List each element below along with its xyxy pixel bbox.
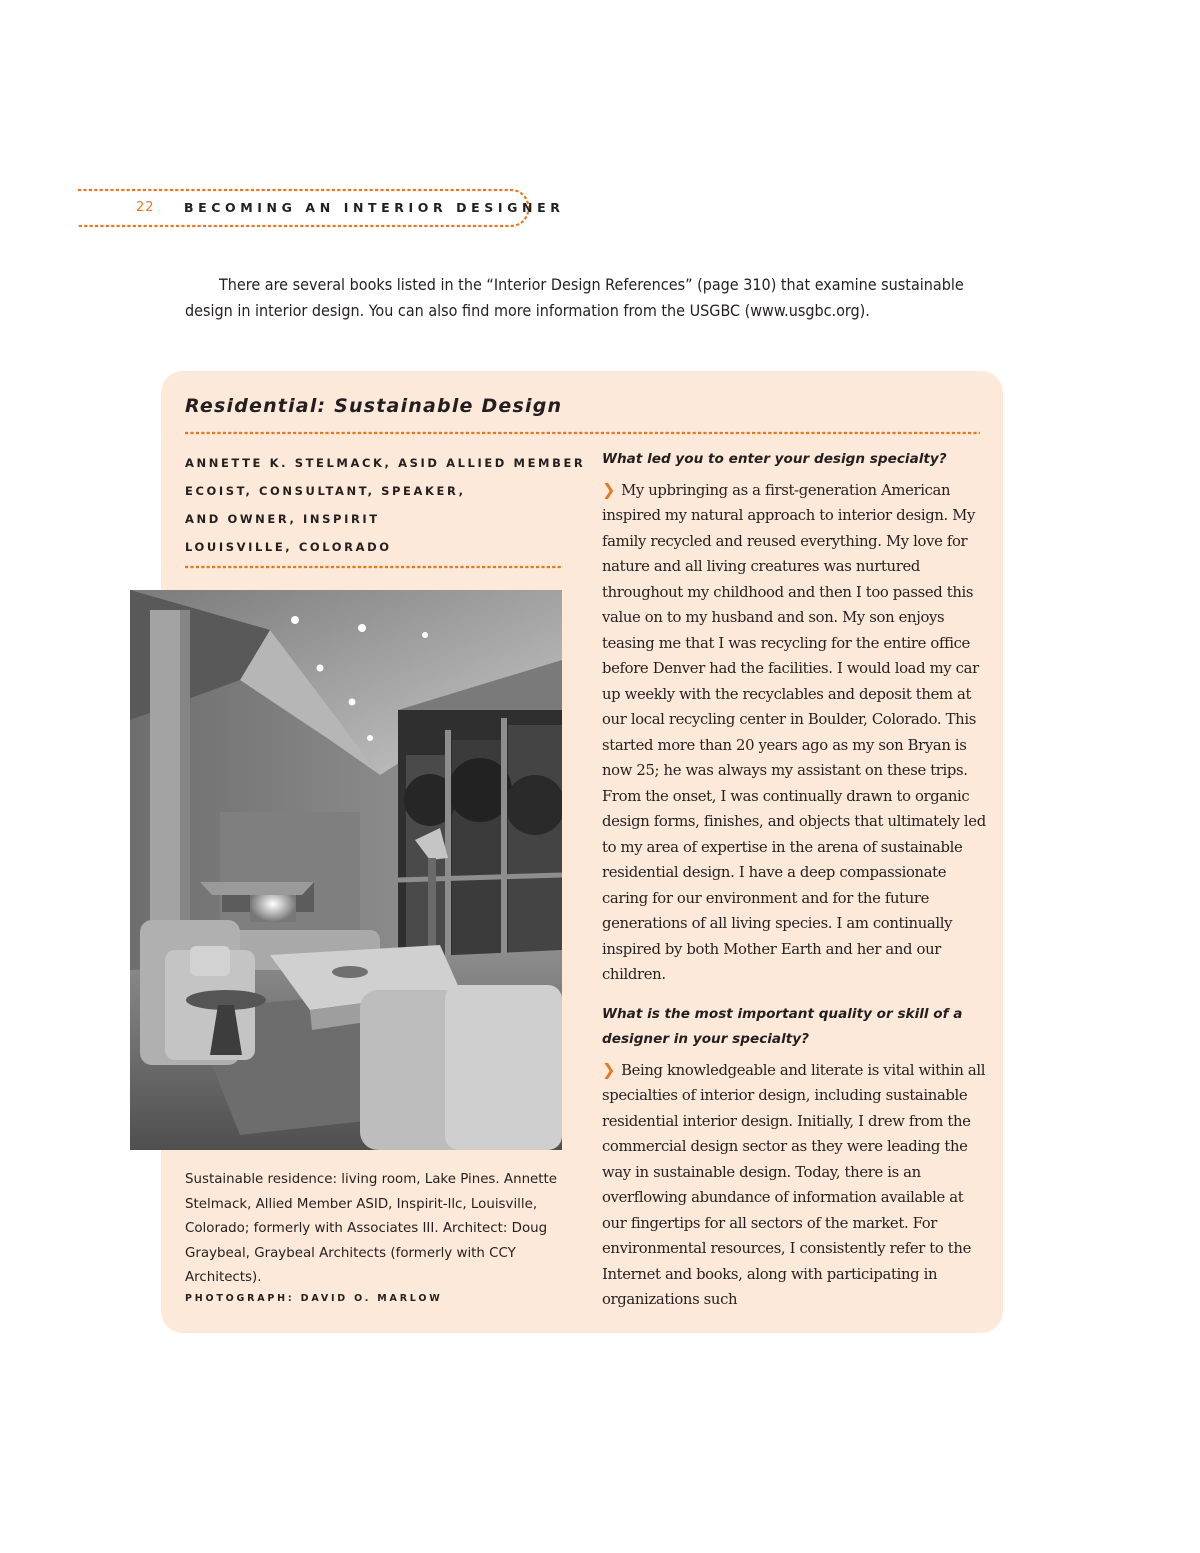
- profile-rule: [185, 565, 563, 569]
- interview-column: [602, 447, 987, 1325]
- intro-paragraph: There are several books listed in the “Interior Design References” (page 310) that examine sustainable design in interior design. You can also find more information from the USGBC (www.usgbc.org).: [185, 275, 964, 320]
- profile-role: ECOIST, CONSULTANT, SPEAKER,: [185, 484, 466, 498]
- profile-company: AND OWNER, INSPIRIT: [185, 512, 380, 526]
- profile-location: LOUISVILLE, COLORADO: [185, 540, 392, 554]
- answer-specialty-text: My upbringing as a first-generation American inspired my natural approach to interior design. My family recycled and reused everything. My love for nature and all living creatures was nurtured throughout my childhood and then I too passed this value on to my husband and son. My son enjoys teasing me that I was recycling for the entire office before Denver had the facilities. I would load my car up weekly with the recyclables and deposit them at our local recycling center in Boulder, Colorado. This started more than 20 years ago as my son Bryan is now 25; he was always my assistant on these trips. From the onset, I was continually drawn to organic design forms, finishes, and objects that ultimately led to my area of expertise in the arena of sustainable residential design. I have a deep compassionate caring for our environment and for the future generations of all living species. I am continually inspired by both Mother Earth and her and our children.: [602, 481, 986, 983]
- sidebar-title: Residential: Sustainable Design: [185, 395, 563, 417]
- photo-caption: Sustainable residence: living room, Lake Pines. Annette Stelmack, Allied Member ASID, Inspirit-llc, Louisville, Colorado; formerly with Associates III. Architect: Doug Graybeal, Graybeal Architects (formerly with CCY Architects).: [185, 1172, 558, 1285]
- running-title: BECOMING AN INTERIOR DESIGNER: [184, 200, 565, 215]
- designer-profile: [185, 449, 586, 561]
- page-number: 22: [136, 200, 155, 215]
- question-specialty: What led you to enter your design specialty?: [602, 451, 947, 467]
- chevron-right-icon: ❯: [602, 1059, 616, 1079]
- profile-name: ANNETTE K. STELMACK, ASID ALLIED MEMBER: [185, 456, 586, 470]
- question-quality: What is the most important quality or skill of a designer in your specialty?: [602, 1005, 963, 1047]
- profile-sidebar: [161, 371, 1003, 1333]
- answer-specialty: [602, 477, 987, 988]
- chevron-right-icon: ❯: [602, 479, 616, 499]
- photo-credit: PHOTOGRAPH: DAVID O. MARLOW: [185, 1293, 443, 1304]
- answer-quality: [602, 1057, 987, 1313]
- title-rule: [185, 431, 980, 435]
- running-header: [78, 186, 565, 230]
- living-room-illustration: [130, 590, 562, 1150]
- answer-quality-text: Being knowledgeable and literate is vital within all specialties of interior design, including sustainable residential interior design. Initially, I drew from the commercial design sector as they were leading the way in sustainable design. Today, there is an overflowing abundance of information available at our fingertips for all sectors of the market. For environmental resources, I consistently refer to the Internet and books, along with participating in organizations such: [602, 1061, 986, 1308]
- living-room-photo: [130, 590, 562, 1150]
